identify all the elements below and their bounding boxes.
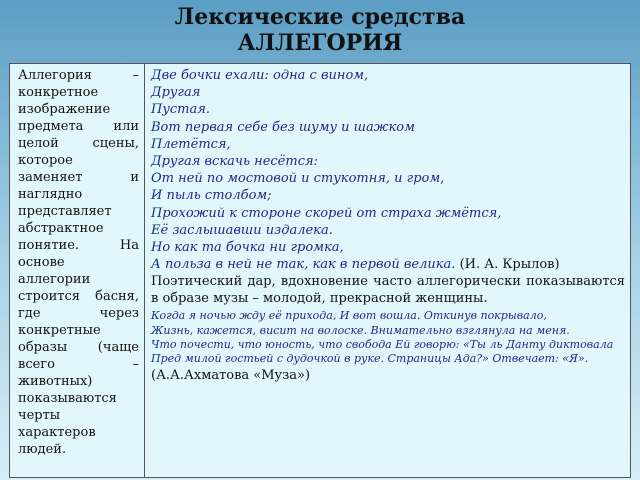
definition-cell [10,64,145,477]
poem-line: Прохожий к стороне скорей от страха жмётся, [151,205,502,221]
poem-line: Её заслышавши издалека. [151,222,333,238]
poem-line: Две бочки ехали: одна с вином, [151,68,369,83]
poem-row: Пред милой гостьей с дудочкой в руке. Страницы Ада?» Отвечает: «Я». [151,352,589,366]
poem-line: Пустая. [151,102,210,118]
title-line-2: АЛЛЕГОРИЯ [237,30,403,56]
poem-line: Другая [151,85,201,101]
poem-line: И пыль столбом; [151,188,272,204]
poem-row: Жизнь, кажется, висит на волоске. Внимательно взглянула на меня. [151,323,570,337]
poem-line: Но как та бочка ни громка, [151,240,344,256]
poem-line: Другая вскачь несётся: [151,154,318,170]
poem-line: А польза в ней не так, как в первой велика. [151,257,456,273]
examples-cell [145,64,630,477]
title-line-1: Лексические средства [174,4,466,30]
title-block [0,4,640,56]
poem-line: Плетётся, [151,136,231,152]
poem-row: Когда я ночью жду её прихода, И вот вошла. Откинув покрывало, [151,309,547,323]
akhmatova-poem [151,309,625,366]
explanation-text: Поэтический дар, вдохновение часто аллегорически показываются в образе музы – молодой, прекрасной женщины. [151,274,625,306]
poem-line: Вот первая себе без шуму и шажком [151,119,415,135]
poem-line-last [151,256,625,273]
krylov-poem [151,67,625,273]
content-table [9,63,631,478]
krylov-author: (И. А. Крылов) [459,257,560,273]
poem-line: От ней по мостовой и стукотня, и гром, [151,171,445,187]
definition-text: Аллегория – конкретное изображение предмета или целой сцены, которое заменяет и наглядно представляет абстрактное понятие. На основе аллегории строится басня, где через конкретные образы (чаще всего – животных) показываются черты характеров людей. [18,68,139,457]
poem-row: Что почести, что юность, что свобода Ей говорю: «Ты ль Данту диктовала [151,337,614,351]
akhmatova-author: (А.А.Ахматова «Муза») [151,368,311,384]
